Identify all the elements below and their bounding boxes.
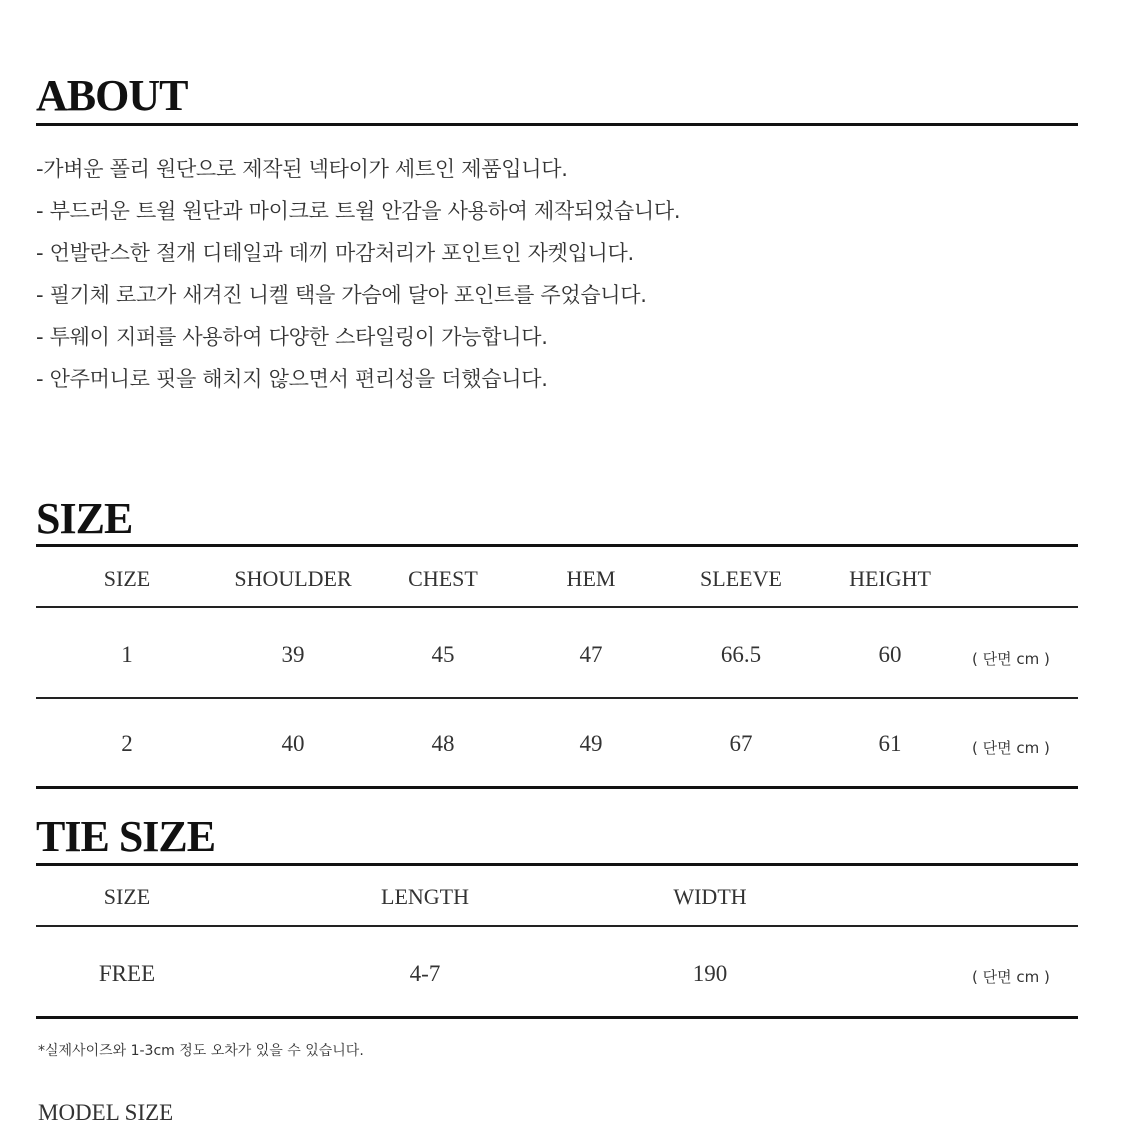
unit-label: ( 단면 cm ) bbox=[972, 739, 1050, 757]
sleeve-cell: 66.5 bbox=[720, 642, 762, 667]
tie-table-bottom-rule bbox=[36, 1016, 1078, 1019]
tie-header-size: SIZE bbox=[103, 884, 151, 909]
tie-width-cell: 190 bbox=[692, 961, 728, 986]
size-cell: 1 bbox=[121, 642, 133, 667]
hem-cell: 49 bbox=[579, 731, 603, 756]
chest-cell: 45 bbox=[431, 642, 455, 667]
hem-cell: 47 bbox=[579, 642, 603, 667]
unit-label: ( 단면 cm ) bbox=[972, 650, 1050, 668]
tie-size-cell: FREE bbox=[98, 961, 156, 986]
about-divider bbox=[36, 123, 1078, 126]
tie-table-top-rule bbox=[36, 863, 1078, 866]
sleeve-cell: 67 bbox=[729, 731, 753, 756]
size-table-top-rule bbox=[36, 544, 1078, 547]
tie-size-title: TIE SIZE bbox=[36, 812, 216, 861]
size-table-row-rule bbox=[36, 697, 1078, 699]
size-header-height: HEIGHT bbox=[849, 566, 931, 591]
about-item: - 필기체 로고가 새겨진 니켈 택을 가슴에 달아 포인트를 주었습니다. bbox=[36, 283, 647, 307]
size-table-bottom-rule bbox=[36, 786, 1078, 789]
tie-header-length: LENGTH bbox=[381, 884, 469, 909]
about-title: ABOUT bbox=[36, 71, 188, 120]
about-item: - 안주머니로 핏을 해치지 않으면서 편리성을 더했습니다. bbox=[36, 367, 548, 391]
size-header-hem: HEM bbox=[566, 566, 616, 591]
size-title: SIZE bbox=[36, 494, 133, 543]
shoulder-cell: 39 bbox=[281, 642, 305, 667]
size-table-header-rule bbox=[36, 606, 1078, 608]
about-item: - 부드러운 트윌 원단과 마이크로 트윌 안감을 사용하여 제작되었습니다. bbox=[36, 199, 681, 223]
about-list bbox=[36, 152, 680, 404]
size-header-sleeve: SLEEVE bbox=[700, 566, 782, 591]
about-item: - 언발란스한 절개 디테일과 데끼 마감처리가 포인트인 자켓입니다. bbox=[36, 241, 634, 265]
height-cell: 61 bbox=[878, 731, 902, 756]
size-header-size: SIZE bbox=[103, 566, 151, 591]
size-header-chest: CHEST bbox=[408, 566, 478, 591]
about-item: -가벼운 폴리 원단으로 제작된 넥타이가 세트인 제품입니다. bbox=[36, 157, 568, 181]
chest-cell: 48 bbox=[431, 731, 455, 756]
tie-length-cell: 4-7 bbox=[409, 961, 441, 986]
tie-table-header-rule bbox=[36, 925, 1078, 927]
tie-header-width: WIDTH bbox=[673, 884, 747, 909]
size-header-shoulder: SHOULDER bbox=[234, 566, 352, 591]
unit-label: ( 단면 cm ) bbox=[972, 968, 1050, 986]
model-size-label: MODEL SIZE bbox=[38, 1100, 174, 1125]
about-item: - 투웨이 지퍼를 사용하여 다양한 스타일링이 가능합니다. bbox=[36, 325, 548, 349]
height-cell: 60 bbox=[878, 642, 902, 667]
size-cell: 2 bbox=[121, 731, 133, 756]
shoulder-cell: 40 bbox=[281, 731, 305, 756]
size-tolerance-note: *실제사이즈와 1-3cm 정도 오차가 있을 수 있습니다. bbox=[38, 1043, 364, 1059]
